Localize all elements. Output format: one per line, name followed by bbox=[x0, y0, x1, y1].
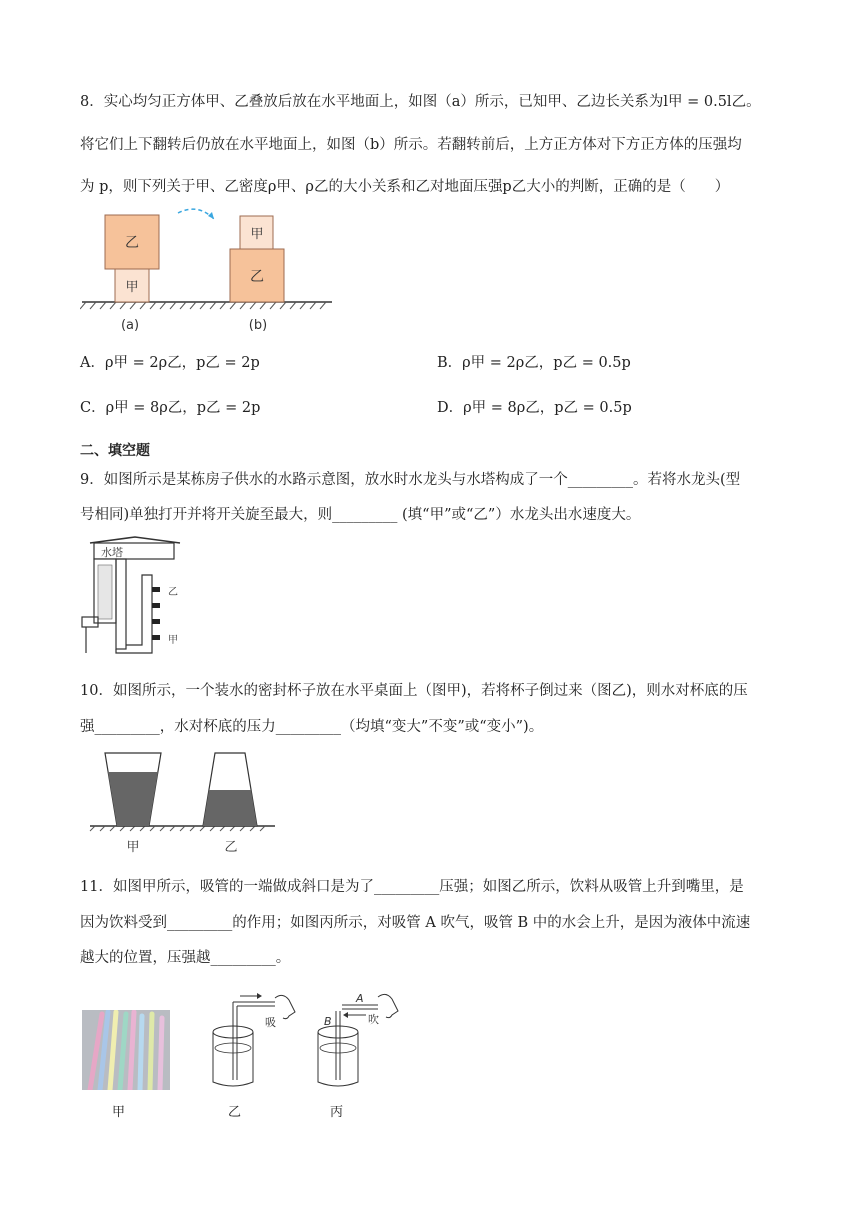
label-jia-a: 甲 bbox=[125, 280, 139, 295]
suck-label: 吸 bbox=[265, 1016, 276, 1029]
flip-arrow bbox=[178, 209, 214, 219]
blow-figure bbox=[310, 985, 410, 1095]
q9-line-1: 9．如图所示是某栋房子供水的水路示意图，放水时水龙头与水塔构成了一个_________。若将水龙头(型 bbox=[80, 472, 741, 488]
label-yi-b: 乙 bbox=[250, 269, 264, 285]
cup-yi-caption: 乙 bbox=[224, 840, 238, 855]
q8-option-a[interactable]: A．ρ甲 = 2ρ乙，p乙 = 2p bbox=[80, 355, 260, 371]
q8-line-3: 为 p，则下列关于甲、乙密度ρ甲、ρ乙的大小关系和乙对地面压强p乙大小的判断，正确的是（ ） bbox=[80, 179, 730, 195]
water-tower-label: 水塔 bbox=[101, 546, 123, 559]
q8-option-c[interactable]: C．ρ甲 = 8ρ乙，p乙 = 2p bbox=[80, 400, 261, 416]
cup-jia-caption: 甲 bbox=[126, 840, 140, 855]
q8-option-b[interactable]: B．ρ甲 = 2ρ乙，p乙 = 0.5p bbox=[437, 355, 631, 371]
label-b: B bbox=[324, 1015, 332, 1028]
label-jia-b: 甲 bbox=[250, 227, 264, 242]
q11-line-2: 因为饮料受到_________的作用；如图丙所示，对吸管 A 吹气，吸管 B 中的水会上升，是因为液体中流速 bbox=[80, 915, 751, 931]
q10-figure bbox=[85, 748, 285, 858]
q8-figure bbox=[80, 205, 340, 335]
suck-caption: 乙 bbox=[228, 1105, 242, 1120]
q11-line-3: 越大的位置，压强越_________。 bbox=[80, 950, 291, 966]
label-a: A bbox=[356, 992, 364, 1005]
caption-a: (a) bbox=[120, 318, 140, 333]
q9-figure bbox=[80, 535, 190, 660]
tap-yi-label: 乙 bbox=[168, 587, 178, 598]
q11-line-1: 11．如图甲所示，吸管的一端做成斜口是为了_________压强；如图乙所示，饮料从吸管上升到嘴里，是 bbox=[80, 879, 744, 895]
section-title: 二、填空题 bbox=[80, 443, 150, 459]
label-yi-a: 乙 bbox=[125, 235, 139, 251]
flip-arrow-head bbox=[208, 212, 214, 219]
q8-option-d[interactable]: D．ρ甲 = 8ρ乙，p乙 = 0.5p bbox=[437, 400, 632, 416]
q8-line-2: 将它们上下翻转后仍放在水平地面上，如图（b）所示。若翻转前后，上方正方体对下方正方体的压强均 bbox=[80, 137, 742, 153]
q8-line-1: 8．实心均匀正方体甲、乙叠放后放在水平地面上，如图（a）所示，已知甲、乙边长关系为l甲 = 0.5l乙。 bbox=[80, 94, 761, 110]
straws-caption: 甲 bbox=[112, 1105, 126, 1120]
straws-photo bbox=[82, 1010, 170, 1090]
blow-label: 吹 bbox=[368, 1013, 379, 1026]
tap-jia-label: 甲 bbox=[168, 635, 178, 646]
water-yi bbox=[203, 790, 257, 826]
q9-line-2: 号相同)单独打开并将开关旋至最大，则_________ (填“甲”或“乙”）水龙头出水速度大。 bbox=[80, 507, 641, 523]
caption-b: (b) bbox=[248, 318, 268, 333]
q10-line-1: 10．如图所示，一个装水的密封杯子放在水平桌面上（图甲)，若将杯子倒过来（图乙)，则水对杯底的压 bbox=[80, 683, 748, 699]
suck-figure bbox=[205, 990, 305, 1095]
blow-caption: 丙 bbox=[330, 1105, 344, 1120]
q10-line-2: 强_________，水对杯底的压力_________（均填“变大”不变”或“变小”)。 bbox=[80, 719, 544, 735]
